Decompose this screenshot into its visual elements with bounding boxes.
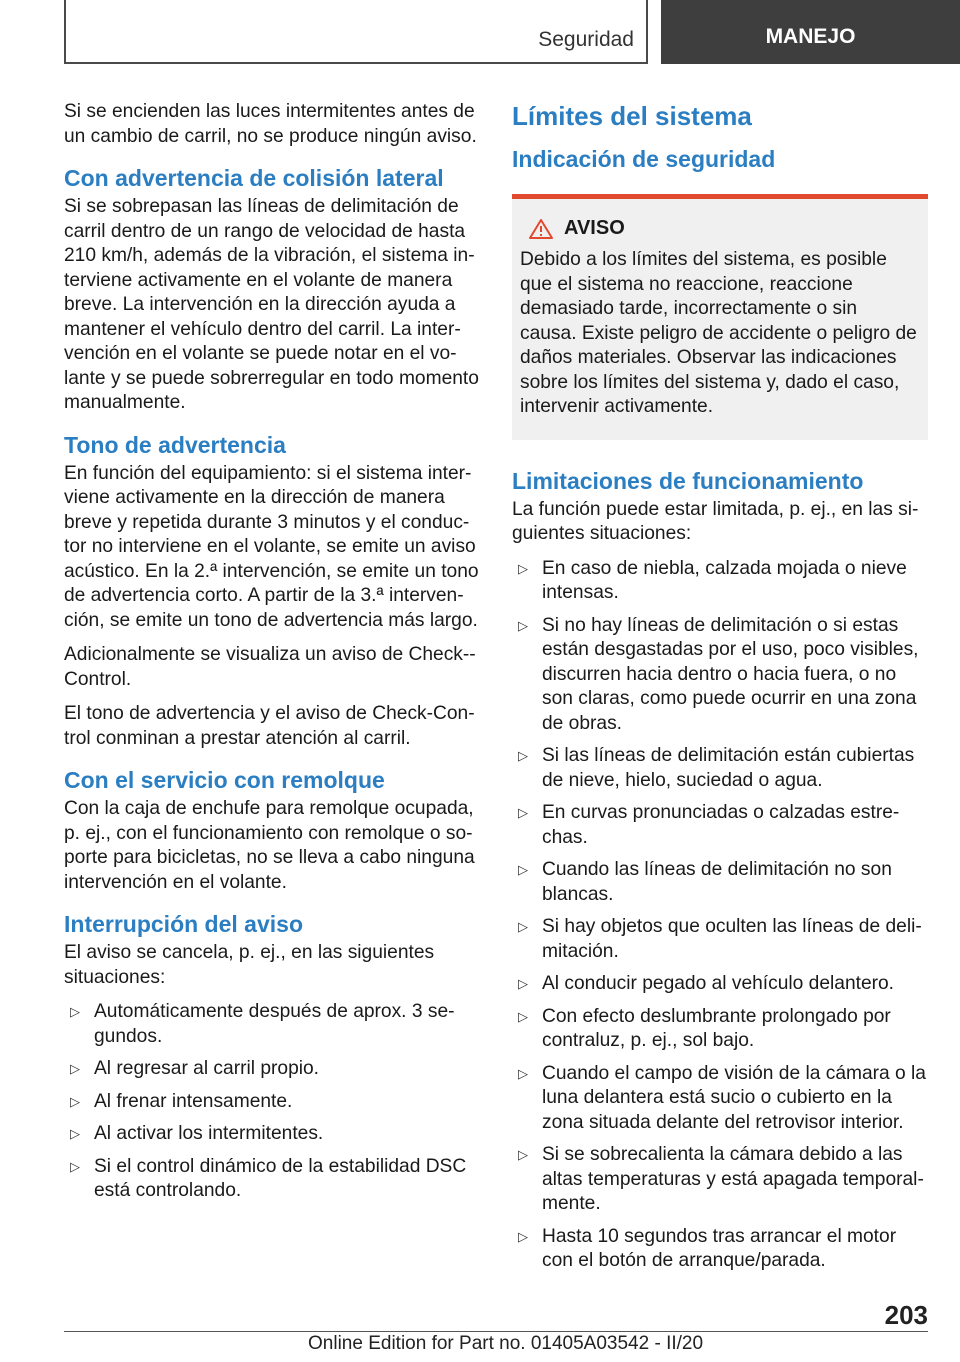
triangle-bullet-icon: ▷ <box>518 560 528 576</box>
list-item: ▷ Si se sobrecalienta la cámara debido a las altas temperaturas y está apagada temporalmente. <box>518 1144 924 1214</box>
triangle-bullet-icon: ▷ <box>518 1008 528 1024</box>
triangle-bullet-icon: ▷ <box>70 1093 80 1109</box>
list-item: ▷ Cuando las líneas de delimitación no son blancas. <box>518 859 892 905</box>
triangle-bullet-icon: ▷ <box>518 748 528 763</box>
left-column <box>64 100 480 1212</box>
header-chapter-tab <box>661 0 960 64</box>
heading-limitaciones: Limitaciones de funcionamiento <box>512 467 864 494</box>
footer-divider <box>64 1331 928 1332</box>
paragraph-tono-2: Adicionalmente se visualiza un aviso de Check-Control. <box>64 644 476 690</box>
warning-title: AVISO <box>564 217 625 239</box>
header-section-title: Seguridad <box>538 28 634 51</box>
triangle-bullet-icon: ▷ <box>70 1061 80 1076</box>
heading-limites-sistema: Límites del sistema <box>512 101 752 131</box>
triangle-bullet-icon: ▷ <box>518 919 528 934</box>
warning-text: Debido a los límites del sistema, es posible que el sistema no reaccione, reaccione demasiado tarde, incorrectamente o sin causa. Existe peligro de accidente o peligro de daños materiales. Observar las indicaciones sobre los límites del sistema y, dado el caso, intervenir activamente. <box>520 249 917 417</box>
list-item: ▷ Al frenar intensamente. <box>64 1090 480 1115</box>
list-item: ▷ Si el control dinámico de la estabilidad DSC está controlando. <box>70 1155 467 1201</box>
heading-indicacion-seguridad: Indicación de seguridad <box>512 146 776 172</box>
list-item: ▷ Si no hay líneas de delimitación o si estas están desgastadas por el uso, poco visibles, discurren hacia dentro o hacia fuera, o no son claras, como puede ocurrir en una zona de obras. <box>518 614 919 734</box>
paragraph-remolque: Con la caja de enchufe para remolque ocupada, p. ej., con el funcionamiento con remolque o soporte para bicicletas, no se lleva a cabo ninguna intervención en el volante. <box>64 798 475 893</box>
triangle-bullet-icon: ▷ <box>518 617 528 633</box>
page-number: 203 <box>884 1300 928 1330</box>
heading-remolque: Con el servicio con remolque <box>64 767 385 793</box>
list-item: ▷ Si hay objetos que oculten las líneas de delimitación. <box>518 916 922 962</box>
list-item: ▷ Hasta 10 segundos tras arrancar el motor con el botón de arranque/parada. <box>518 1225 897 1271</box>
footer-edition-text: Online Edition for Part no. 01405A03542 - II/20 <box>308 1333 704 1354</box>
paragraph-interrupcion: El aviso se cancela, p. ej., en las siguientes situaciones: <box>64 942 435 988</box>
list-item: ▷ En caso de niebla, calzada mojada o nieve intensas. <box>518 557 907 603</box>
list-item: ▷ Automáticamente después de aprox. 3 segundos. <box>70 1001 455 1047</box>
warning-triangle-icon <box>528 218 554 240</box>
triangle-bullet-icon: ▷ <box>70 1004 80 1019</box>
list-item: ▷ Al activar los intermitentes. <box>64 1122 480 1147</box>
triangle-bullet-icon: ▷ <box>518 1147 528 1162</box>
triangle-bullet-icon: ▷ <box>518 805 528 820</box>
intro-paragraph: Si se encienden las luces intermitentes antes de un cambio de carril, no se produce ningún aviso. <box>64 101 477 147</box>
header-chapter-label: MANEJO <box>765 25 856 48</box>
warning-box <box>512 194 928 440</box>
triangle-bullet-icon: ▷ <box>70 1126 80 1141</box>
triangle-bullet-icon: ▷ <box>70 1158 80 1174</box>
list-item: ▷ En curvas pronunciadas o calzadas estrechas. <box>518 802 900 848</box>
paragraph-limitaciones: La función puede estar limitada, p. ej., en las siguientes situaciones: <box>512 498 919 544</box>
triangle-bullet-icon: ▷ <box>518 1228 528 1244</box>
paragraph-tono-3: El tono de advertencia y el aviso de Check-Control conminan a prestar atención al carril. <box>64 703 475 749</box>
list-item: ▷ Al conducir pegado al vehículo delantero. <box>512 972 928 997</box>
heading-interrupcion: Interrupción del aviso <box>64 911 303 937</box>
interrupcion-list <box>64 1000 480 1204</box>
right-column <box>512 100 928 1282</box>
triangle-bullet-icon: ▷ <box>518 1065 528 1081</box>
list-item: ▷ Con efecto deslumbrante prolongado por contraluz, p. ej., sol bajo. <box>518 1005 891 1051</box>
limitaciones-list <box>512 557 928 1274</box>
triangle-bullet-icon: ▷ <box>518 862 528 877</box>
list-item: ▷ Cuando el campo de visión de la cámara o la luna delantera está sucio o cubierto en la zona situada delante del retrovisor interior. <box>518 1062 926 1133</box>
triangle-bullet-icon: ▷ <box>518 976 528 991</box>
paragraph-tono-1: En función del equipamiento: si el sistema interviene activamente en la dirección de manera breve y repetida durante 3 minutos y el conductor no interviene en el volante, se emite un aviso acústico. En la 2.ª intervención, se emite un tono de advertencia corto. A partir de la 3.ª intervención, se emite un tono de advertencia más largo. <box>64 462 479 631</box>
warning-header <box>520 217 918 240</box>
list-item: ▷ Si las líneas de delimitación están cubiertas de nieve, hielo, suciedad o agua. <box>518 745 915 791</box>
paragraph-colision-lateral: Si se sobrepasan las líneas de delimitación de carril dentro de un rango de velocidad de hasta 210 km/h, además de la vibración, el sistema interviene activamente en el volante de manera breve. La intervención en la dirección ayuda a mantener el vehículo dentro del carril. La intervención en el volante se puede notar en el volante y se puede sobrerregular en todo momento manualmente. <box>64 196 479 413</box>
heading-colision-lateral: Con advertencia de colisión lateral <box>64 165 444 191</box>
heading-tono-advertencia: Tono de advertencia <box>64 431 286 458</box>
list-item: ▷ Al regresar al carril propio. <box>64 1057 480 1082</box>
